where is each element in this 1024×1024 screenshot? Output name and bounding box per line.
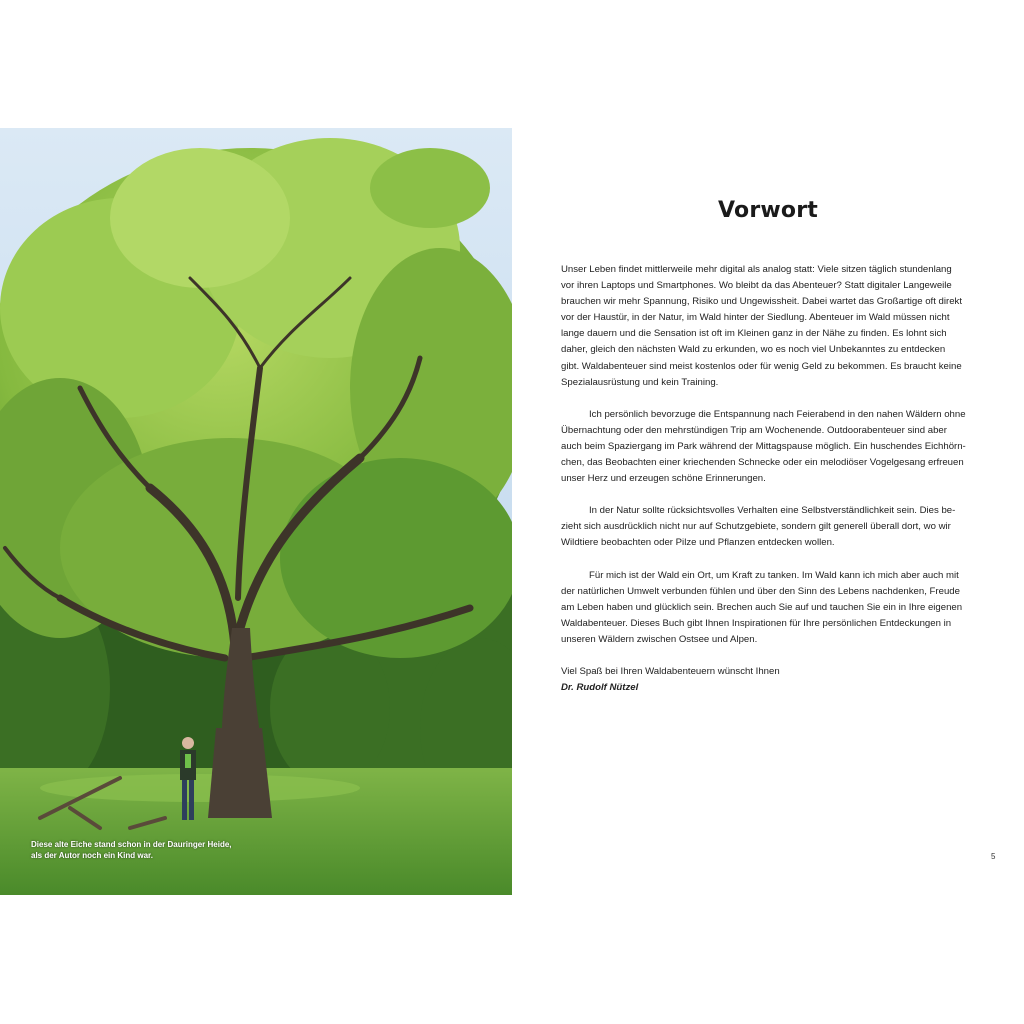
text-line: Wildtiere beobachten oder Pilze und Pflanzen entdecken wollen. bbox=[561, 537, 835, 549]
paragraph-1 bbox=[561, 262, 996, 391]
oak-tree-photo bbox=[0, 128, 512, 895]
paragraph-3 bbox=[561, 503, 996, 551]
text-line: In der Natur sollte rücksichtsvolles Verhalten eine Selbstverständlichkeit sein. Dies be- bbox=[589, 505, 956, 517]
text-line: Unser Leben findet mittlerweile mehr digital als analog statt: Viele sitzen täglich stundenlang bbox=[561, 264, 952, 275]
text-line: Übernachtung oder den mehrstündigen Trip am Wochenende. Outdoorabenteuer sind aber bbox=[561, 424, 947, 436]
text-line: vor ihren Laptops und Smartphones. Wo bleibt da das Abenteuer? Statt digitaler Langeweile bbox=[561, 280, 952, 292]
text-line: am Leben haben und glücklich sein. Brechen auch Sie auf und tauchen Sie ein in Ihre eigenen bbox=[561, 601, 963, 613]
text-line: gibt. Waldabenteuer sind meist kostenlos oder für wenig Geld zu bekommen. Es braucht keine bbox=[561, 360, 962, 372]
paragraph-4 bbox=[561, 568, 996, 648]
trunk-base bbox=[208, 728, 272, 818]
text-line: vor der Haustür, in der Natur, im Wald hinter der Siedlung. Abenteuer im Wald müssen nicht bbox=[561, 312, 950, 324]
text-line: Spezialausrüstung und kein Training. bbox=[561, 376, 719, 388]
text-line: Waldabenteuer. Dieses Buch gibt Ihnen Inspirationen für Ihre persönlichen Entdeckungen in bbox=[561, 617, 952, 629]
closing-line: Viel Spaß bei Ihren Waldabenteuern wünscht Ihnen bbox=[561, 665, 780, 677]
photo-caption bbox=[31, 839, 291, 861]
text-line: unser Herz und erzeugen schöne Erinnerungen. bbox=[561, 473, 766, 485]
caption-line: als der Autor noch ein Kind war. bbox=[31, 851, 153, 860]
text-line: chen, das Beobachten einer kriechenden Schnecke oder ein melodiöser Vogelgesang erfreuen bbox=[561, 457, 964, 469]
signature: Dr. Rudolf Nützel bbox=[561, 682, 639, 694]
text-line: unseren Wäldern zwischen Ostsee und Alpen. bbox=[561, 633, 758, 645]
text-line: lange dauern und die Sensation ist oft im Kleinen ganz in der Nähe zu finden. Es lohnt sich bbox=[561, 328, 947, 340]
text-line: zieht sich ausdrücklich nicht nur auf Schutzgebiete, sondern gilt generell überall dort, wo wir bbox=[561, 521, 951, 533]
text-line: der natürlichen Umwelt verbunden fühlen und über den Sinn des Lebens nachdenken, Freude bbox=[561, 585, 960, 597]
text-line: Für mich ist der Wald ein Ort, um Kraft zu tanken. Im Wald kann ich mich aber auch mit bbox=[589, 569, 959, 581]
paragraph-2 bbox=[561, 407, 996, 487]
text-line: auch beim Spaziergang im Park während der Mittagspause möglich. Ein huschendes Eichhörn- bbox=[561, 440, 966, 452]
caption-line: Diese alte Eiche stand schon in der Dauringer Heide, bbox=[31, 840, 232, 849]
text-line: brauchen wir mehr Spannung, Risiko und Ungewissheit. Dabei wartet das Großartige oft direkt bbox=[561, 296, 963, 308]
page-number: 5 bbox=[991, 852, 996, 861]
text-page bbox=[512, 0, 1024, 1024]
page-title: Vorwort bbox=[718, 198, 818, 223]
text-line: daher, gleich den nächsten Wald zu erkunden, wo es noch viel Unbekanntes zu entdecken bbox=[561, 344, 946, 356]
closing bbox=[561, 664, 996, 696]
text-line: Ich persönlich bevorzuge die Entspannung nach Feierabend in den nahen Wäldern ohne bbox=[589, 408, 966, 420]
oak-tree-illustration bbox=[0, 128, 512, 895]
foreword-body bbox=[561, 262, 996, 696]
